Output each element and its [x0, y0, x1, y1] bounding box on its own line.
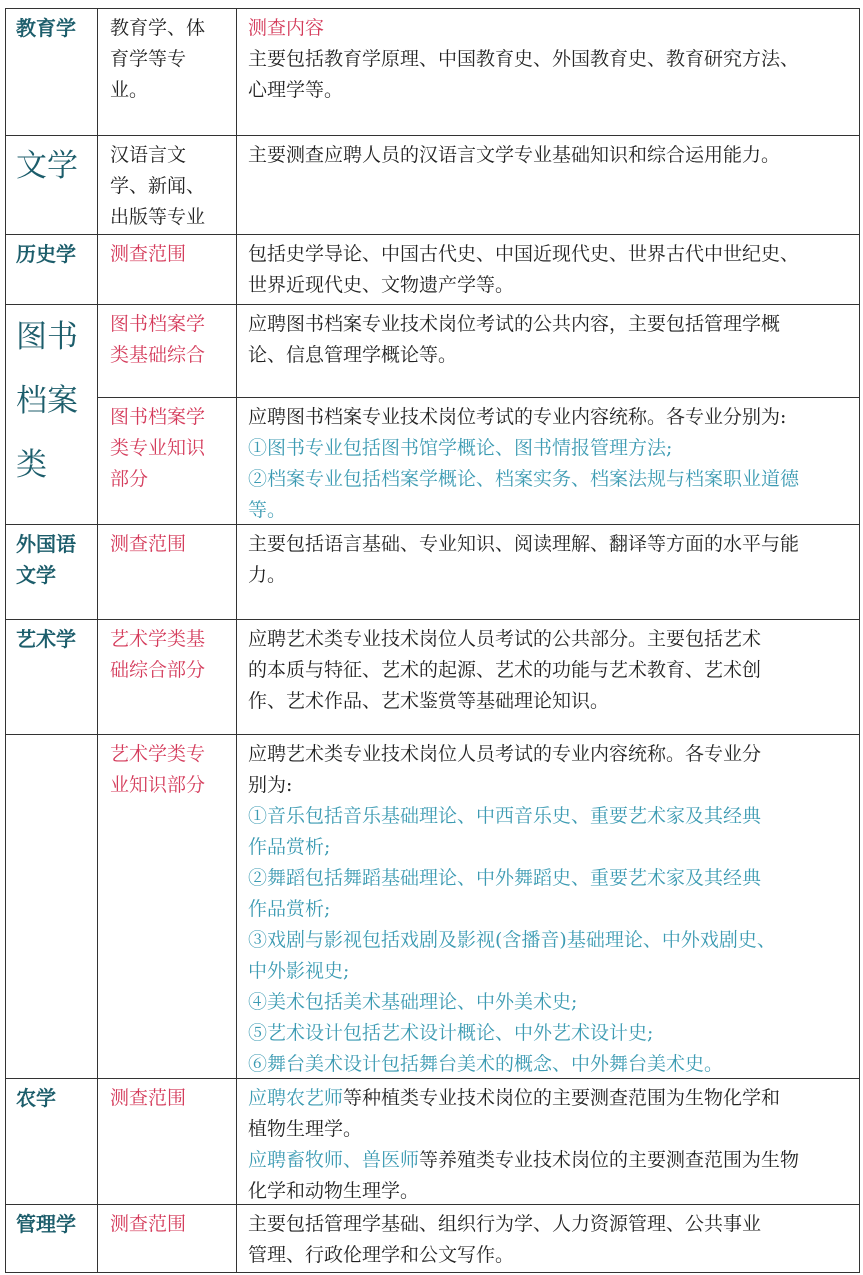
- content-cell: 应聘艺术类专业技术岗位人员考试的公共部分。主要包括艺术 的本质与特征、艺术的起源、艺术的功能与艺术教育、艺术创 作、艺术作品、艺术鉴赏等基础理论知识。: [248, 628, 762, 712]
- subject-label: 文学: [16, 148, 78, 184]
- subject-label: 艺术学: [16, 627, 76, 651]
- table-row: [5, 1078, 860, 1204]
- table-row: [5, 135, 860, 234]
- range-cell: 测查范围: [110, 243, 187, 265]
- content-cell: 主要包括管理学基础、组织行为学、人力资源管理、公共事业 管理、行政伦理学和公文写作。: [248, 1213, 762, 1266]
- highlight-term: 应聘农艺师: [248, 1087, 344, 1109]
- range-cell: 测查范围: [110, 533, 187, 555]
- subject-label: 历史学: [16, 242, 76, 266]
- content-cell: 主要包括语言基础、专业知识、阅读理解、翻译等方面的水平与能 力。: [248, 533, 800, 586]
- table-row: [5, 734, 860, 1078]
- range-cell: 测查范围: [110, 1087, 187, 1109]
- content-cell: 应聘图书档案专业技术岗位考试的公共内容，主要包括管理学概 论、信息管理学概论等。: [248, 313, 781, 366]
- table-row: [5, 619, 860, 734]
- content-title: 测查内容: [248, 17, 325, 39]
- subject-label: 外国语 文学: [16, 532, 76, 587]
- table-row: [5, 524, 860, 619]
- content-cell: 主要测查应聘人员的汉语言文学专业基础知识和综合运用能力。: [248, 144, 781, 166]
- table-row: [5, 1204, 860, 1273]
- subject-label: 管理学: [16, 1212, 76, 1236]
- content-cell: 应聘农艺师等种植类专业技术岗位的主要测查范围为生物化学和 植物生理学。 应聘畜牧师、兽医师等养殖类专业技术岗位的主要测查范围为生物 化学和动物生理学。: [248, 1087, 800, 1202]
- content-cell: 包括史学导论、中国古代史、中国近现代史、世界古代中世纪史、 世界近现代史、文物遗产学等。: [248, 243, 800, 296]
- range-cell: 测查范围: [110, 1213, 187, 1235]
- range-cell: 图书档案学 类基础综合: [110, 313, 206, 366]
- content-cell: 应聘艺术类专业技术岗位人员考试的专业内容统称。各专业分 别为: ①音乐包括音乐基础理论、中西音乐史、重要艺术家及其经典 作品赏析; ②舞蹈包括舞蹈基础理论、中外舞蹈史、重要艺术家及其经典 作品赏析; ③戏剧与影视包括戏剧及影视(含播音)基础理论、中外戏剧史、 中外影视史; ④美术包括美术基础理论、中外美术史; ⑤艺术设计包括艺术设计概论、中外艺术设计史; ⑥舞台美术设计包括舞台美术的概念、中外舞台美术史。: [248, 743, 776, 1075]
- table-row: [5, 8, 860, 135]
- table-row: [5, 304, 860, 524]
- content-cell: 应聘图书档案专业技术岗位考试的专业内容统称。各专业分别为: ①图书专业包括图书馆学概论、图书情报管理方法; ②档案专业包括档案学概论、档案实务、档案法规与档案职业道德 等。: [248, 406, 800, 521]
- content-cell: 测查内容 主要包括教育学原理、中国教育史、外国教育史、教育研究方法、 心理学等。: [248, 13, 858, 106]
- table-row: [5, 234, 860, 304]
- range-cell: 艺术学类专 业知识部分: [110, 743, 206, 796]
- range-cell: 教育学、体 育学等专 业。: [110, 17, 206, 101]
- range-cell: 汉语言文 学、新闻、 出版等专业: [110, 144, 206, 228]
- subject-label: 图书 档案 类: [16, 319, 78, 483]
- subject-label: 农学: [16, 1086, 56, 1110]
- range-cell: 图书档案学 类专业知识 部分: [110, 406, 206, 490]
- range-cell: 艺术学类基 础综合部分: [110, 628, 206, 681]
- subject-label: 教育学: [16, 16, 76, 40]
- highlight-term: 应聘畜牧师、兽医师: [248, 1149, 420, 1171]
